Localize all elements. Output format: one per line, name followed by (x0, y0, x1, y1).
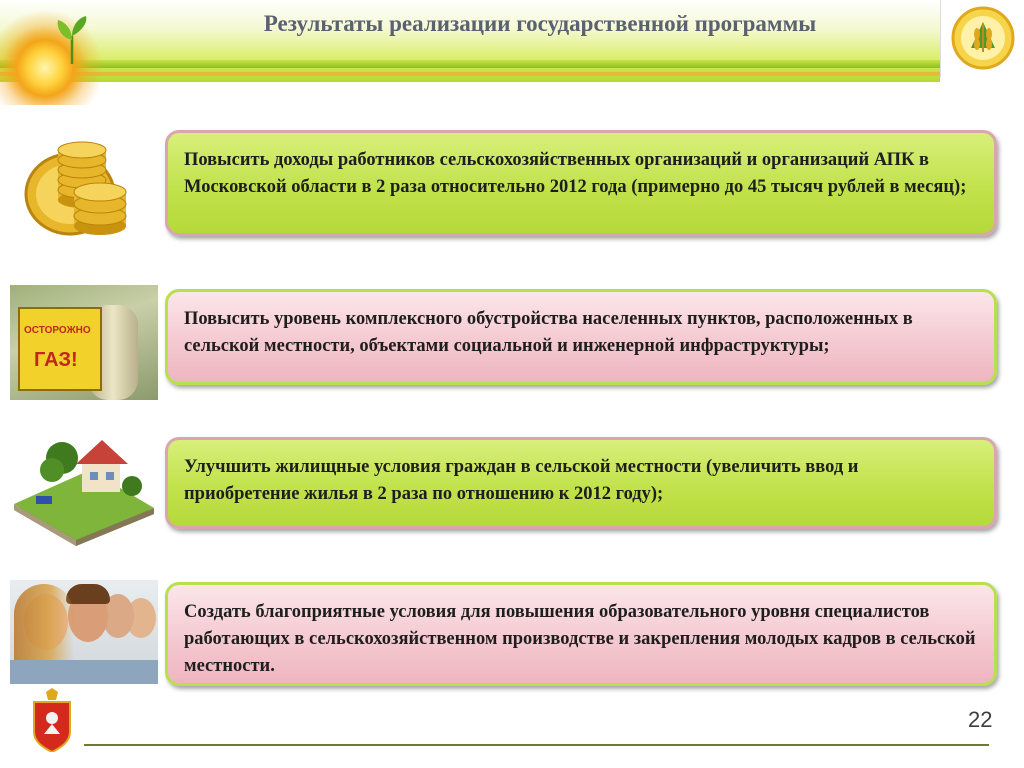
coat-of-arms-icon (30, 688, 74, 752)
goal-education-box: Создать благоприятные условия для повышения образовательного уровня специалистов работающих в сельскохозяйственном производстве и закрепления молодых кадров в сельской местности. (165, 582, 997, 686)
shirt-graphic (10, 660, 158, 684)
header-accent-stripe (0, 72, 1024, 76)
page-title: Результаты реализации государственной программы (263, 11, 817, 36)
wheat-emblem-icon (941, 0, 1024, 78)
house-model-icon (10, 418, 158, 548)
footer-divider (84, 744, 989, 746)
hair-graphic (66, 584, 110, 604)
goal-housing-box: Улучшить жилищные условия граждан в сельской местности (увеличить ввод и приобретение жилья в 2 раза по отношению к 2012 году); (165, 437, 997, 529)
gas-pipeline-photo (10, 285, 158, 400)
gold-coins-icon (10, 132, 158, 244)
goal-income-box: Повысить доходы работников сельскохозяйственных организаций и организаций АПК в Московской области в 2 раза относительно 2012 года (примерно до 45 тысяч рублей в месяц); (165, 130, 997, 236)
organization-logo (940, 0, 1024, 78)
gas-warning-sign (18, 307, 102, 391)
sprout-icon (52, 14, 92, 64)
goal-infrastructure-box: Повысить уровень комплексного обустройства населенных пунктов, расположенных в сельской местности, объектами социальной и инженерной инфраструктуры; (165, 289, 997, 385)
page-number: 22 (968, 707, 993, 732)
header-stripe (0, 60, 1024, 68)
young-people-photo (10, 580, 158, 684)
sign-text-line: ОСТОРОЖНО (24, 325, 91, 336)
sign-text-line: ГАЗ! (34, 349, 78, 371)
